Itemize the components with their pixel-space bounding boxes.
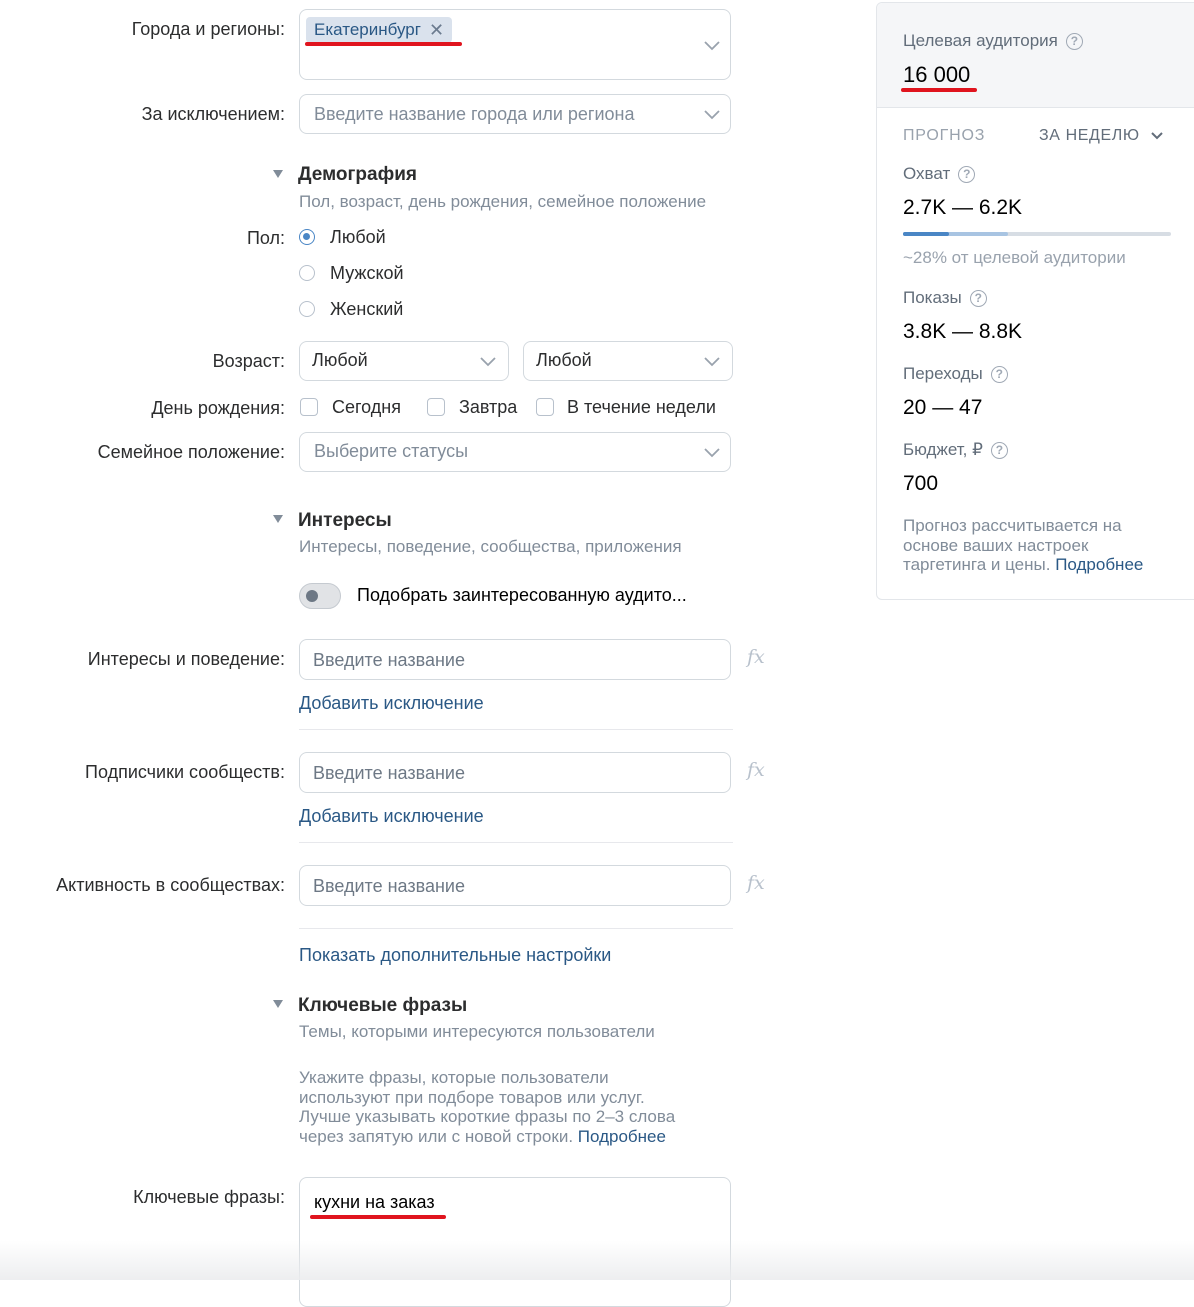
audience-label: Целевая аудитория ? [903,31,1083,51]
community-subscribers-label: Подписчики сообществ: [85,762,285,782]
impressions-value: 3.8K — 8.8K [903,320,1023,343]
audience-summary [877,3,1194,108]
chevron-down-icon[interactable] [704,110,720,120]
except-label: За исключением: [141,104,285,124]
period-select[interactable] [1039,127,1163,145]
note-line: таргетинга и цены. [903,555,1051,574]
collapse-triangle-icon[interactable] [273,170,283,178]
audience-value: 16 000 [903,62,971,87]
except-field[interactable] [299,94,731,134]
keywords-subtitle: Темы, которыми интересуются пользователи [299,1022,655,1041]
gender-radio-male[interactable] [299,265,315,281]
birthday-week-label[interactable]: В течение недели [567,397,716,417]
birthday-today-checkbox[interactable] [300,398,318,416]
help-icon[interactable]: ? [1066,33,1083,50]
gender-label: Пол: [246,228,285,248]
add-exclusion-link[interactable]: Добавить исключение [299,693,484,713]
forecast-panel [876,2,1194,600]
birthday-today-label[interactable]: Сегодня [332,397,401,417]
keywords-field-label: Ключевые фразы: [133,1187,285,1207]
reach-value: 2.7K — 6.2K [903,196,1023,219]
gender-radio-any[interactable] [299,229,315,245]
age-from-select[interactable] [299,341,509,381]
city-chip-label: Екатеринбург [314,20,421,39]
interests-placeholder: Введите название [313,650,465,670]
budget-value: 700 [903,472,939,495]
highlight-underline [901,88,977,92]
budget-label: Бюджет, ₽ ? [903,440,1008,460]
demography-title[interactable]: Демография [298,164,417,185]
marital-placeholder: Выберите статусы [314,441,469,461]
remove-city-icon[interactable]: ✕ [428,19,445,40]
toggle-knob [306,590,318,602]
hint-more-link[interactable]: Подробнее [577,1126,666,1146]
forecast-note [903,516,1143,575]
reach-note: ~28% от целевой аудитории [903,248,1126,267]
interests-subtitle: Интересы, поведение, сообщества, приложения [299,537,682,556]
keywords-hint [299,1068,675,1146]
interests-behaviour-input[interactable] [299,639,731,680]
subscribers-placeholder: Введите название [313,763,465,783]
add-exclusion-link[interactable]: Добавить исключение [299,806,484,826]
marital-label: Семейное положение: [97,442,285,462]
community-activity-label: Активность в сообществах: [56,875,285,895]
help-icon[interactable]: ? [991,366,1008,383]
reach-progress-bar [903,232,1171,236]
note-line: основе ваших настроек [903,535,1089,555]
note-more-link[interactable]: Подробнее [1055,555,1144,574]
chevron-down-icon [704,357,720,367]
chevron-down-icon [480,357,496,367]
highlight-underline [310,1215,446,1219]
help-icon[interactable]: ? [970,290,987,307]
gender-option-male[interactable]: Мужской [330,263,404,283]
hint-line: Лучше указывать короткие фразы по 2–3 слова [299,1107,676,1126]
formula-fx-icon[interactable]: fx [747,872,765,894]
cities-label: Города и регионы: [131,19,285,39]
marital-select[interactable] [299,432,731,472]
formula-fx-icon[interactable]: fx [747,646,765,668]
chevron-down-icon [704,448,720,458]
community-activity-input[interactable] [299,865,731,906]
chevron-down-icon[interactable] [704,41,720,51]
age-from-value: Любой [312,350,368,370]
forecast-label: ПРОГНОЗ [903,127,986,144]
note-line: Прогноз рассчитывается на [903,516,1122,535]
demography-subtitle: Пол, возраст, день рождения, семейное положение [299,192,707,211]
gender-option-any[interactable]: Любой [330,227,386,247]
help-icon[interactable]: ? [991,442,1008,459]
show-more-settings-link[interactable]: Показать дополнительные настройки [299,945,612,965]
reach-progress-low [903,232,949,236]
divider [299,729,733,730]
divider [299,928,733,929]
hint-line: Укажите фразы, которые пользователи [299,1068,609,1087]
reach-label: Охват ? [903,164,975,184]
interests-title[interactable]: Интересы [298,510,392,531]
except-placeholder: Введите название города или региона [314,104,635,124]
age-to-value: Любой [536,350,592,370]
keywords-value: кухни на заказ [314,1192,435,1212]
birthday-tomorrow-checkbox[interactable] [427,398,445,416]
formula-fx-icon[interactable]: fx [747,759,765,781]
divider [299,842,733,843]
birthday-week-checkbox[interactable] [536,398,554,416]
keywords-title[interactable]: Ключевые фразы [298,995,468,1016]
clicks-label: Переходы ? [903,364,1008,384]
community-subscribers-input[interactable] [299,752,731,793]
age-label: Возраст: [212,351,285,371]
activity-placeholder: Введите название [313,876,465,896]
city-chip [306,17,452,43]
hint-line: используют при подборе товаров или услуг. [299,1087,645,1107]
birthday-label: День рождения: [151,398,285,418]
help-icon[interactable]: ? [958,166,975,183]
toggle-label[interactable]: Подобрать заинтересованную аудито... [357,585,687,605]
age-to-select[interactable] [523,341,733,381]
hint-line: через запятую или с новой строки. [299,1126,574,1146]
bottom-fade [0,1240,1194,1280]
gender-radio-female[interactable] [299,301,315,317]
impressions-label: Показы ? [903,288,987,308]
period-value: ЗА НЕДЕЛЮ [1039,127,1140,144]
birthday-tomorrow-label[interactable]: Завтра [459,397,518,417]
highlight-underline [305,42,462,46]
gender-option-female[interactable]: Женский [330,299,404,319]
collapse-triangle-icon[interactable] [273,1000,283,1008]
chevron-down-icon [1151,132,1163,140]
clicks-value: 20 — 47 [903,396,983,419]
interested-audience-toggle[interactable] [299,583,341,609]
interests-behaviour-label: Интересы и поведение: [87,649,285,669]
collapse-triangle-icon[interactable] [273,515,283,523]
